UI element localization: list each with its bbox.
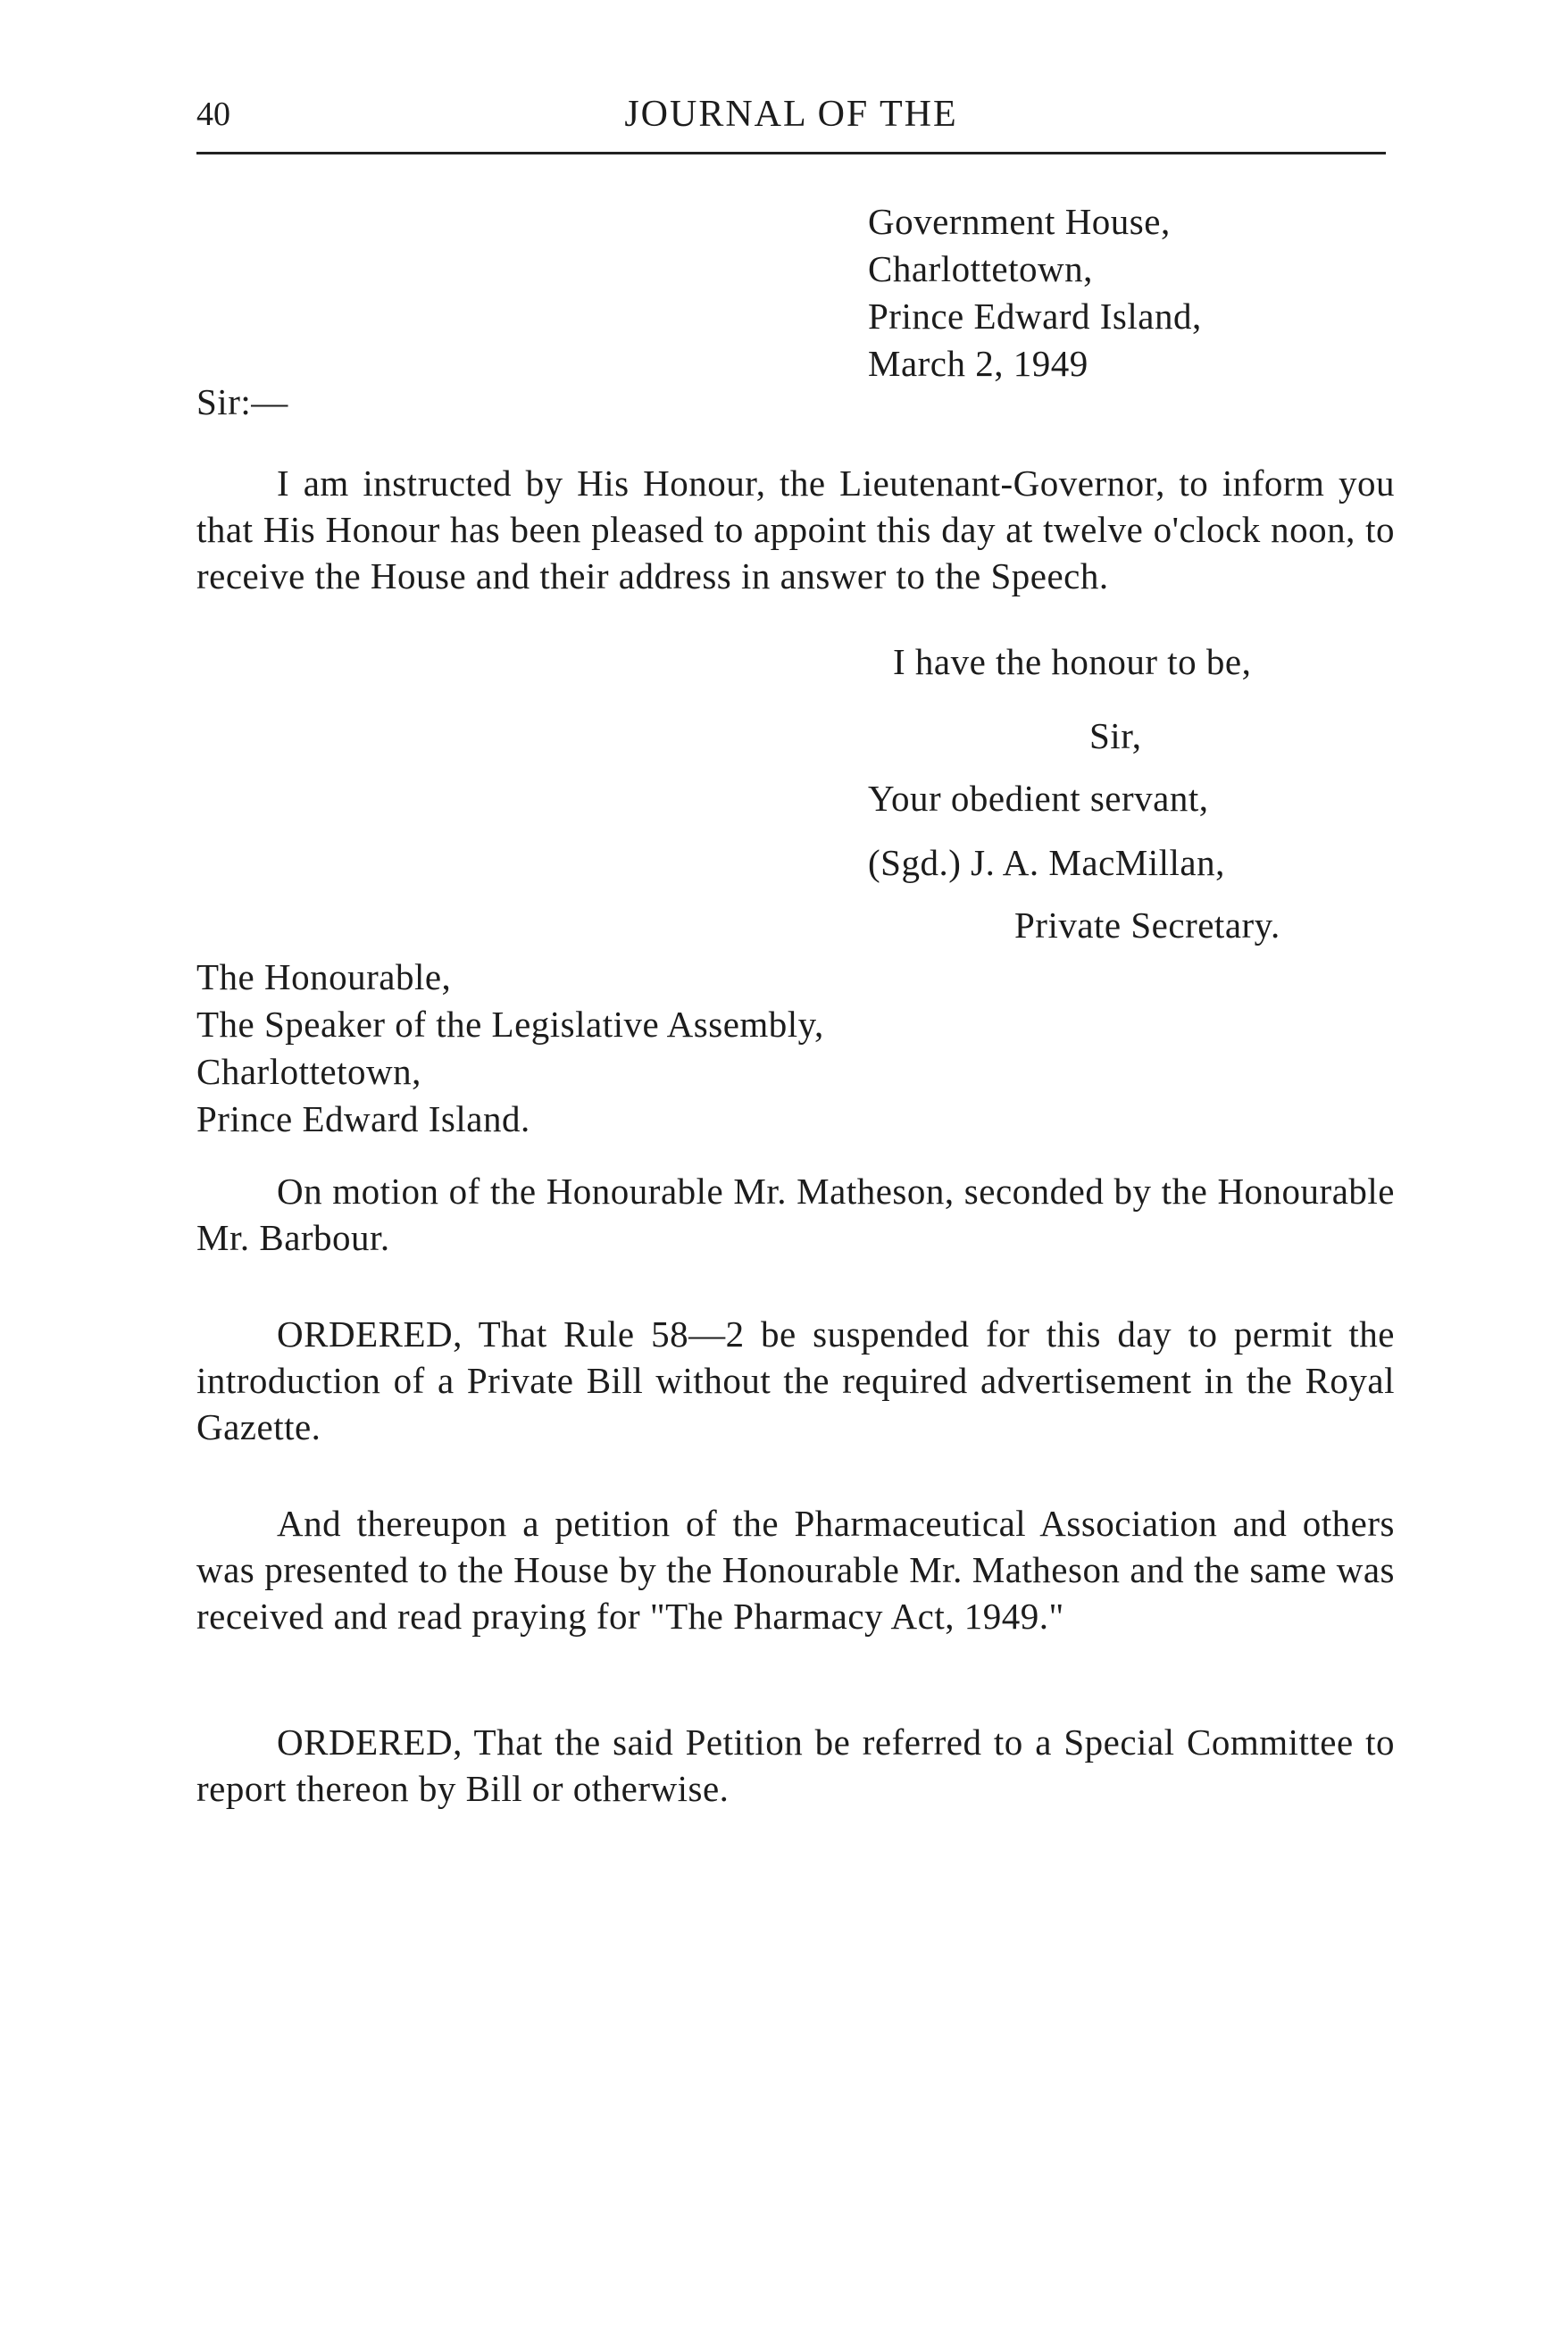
addressee-line: The Speaker of the Legislative Assembly,: [196, 1004, 824, 1045]
closing-phrase: I have the honour to be,: [893, 641, 1252, 682]
address-line: Charlottetown,: [868, 248, 1093, 289]
sender-address: [868, 198, 1202, 388]
signer-title: Private Secretary.: [1014, 905, 1280, 946]
signature: (Sgd.) J. A. MacMillan,: [868, 842, 1225, 883]
page-number: 40: [196, 96, 230, 133]
referral-paragraph: ORDERED, That the said Petition be referred to a Special Committee to report thereon by Bill or otherwise.: [196, 1722, 1395, 1809]
page-header: [196, 89, 1386, 154]
addressee-line: The Honourable,: [196, 956, 452, 997]
letter-date: March 2, 1949: [868, 343, 1088, 384]
addressee-line: Prince Edward Island.: [196, 1098, 530, 1139]
petition-paragraph: And thereupon a petition of the Pharmaceutical Association and others was presented to the House by the Honourable Mr. Matheson and the same was received and read praying for "The Pharmacy Act, 1949.": [196, 1503, 1395, 1637]
address-line: Prince Edward Island,: [868, 296, 1202, 337]
address-line: Government House,: [868, 201, 1171, 242]
addressee: [196, 954, 824, 1143]
addressee-line: Charlottetown,: [196, 1051, 421, 1092]
order-paragraph: ORDERED, That Rule 58—2 be suspended for this day to permit the introduction of a Private Bill without the required advertisement in the Royal Gazette.: [196, 1313, 1395, 1447]
closing-sir: Sir,: [1089, 715, 1142, 756]
motion-paragraph: On motion of the Honourable Mr. Matheson, seconded by the Honourable Mr. Barbour.: [196, 1171, 1395, 1258]
letter-body: I am instructed by His Honour, the Lieutenant-Governor, to inform you that His Honour has been pleased to appoint this day at twelve o'clock noon, to receive the House and their address in answer to the Speech.: [196, 463, 1395, 596]
salutation: Sir:—: [196, 381, 288, 422]
closing-servant: Your obedient servant,: [868, 778, 1209, 819]
running-head: JOURNAL OF THE: [624, 94, 958, 135]
